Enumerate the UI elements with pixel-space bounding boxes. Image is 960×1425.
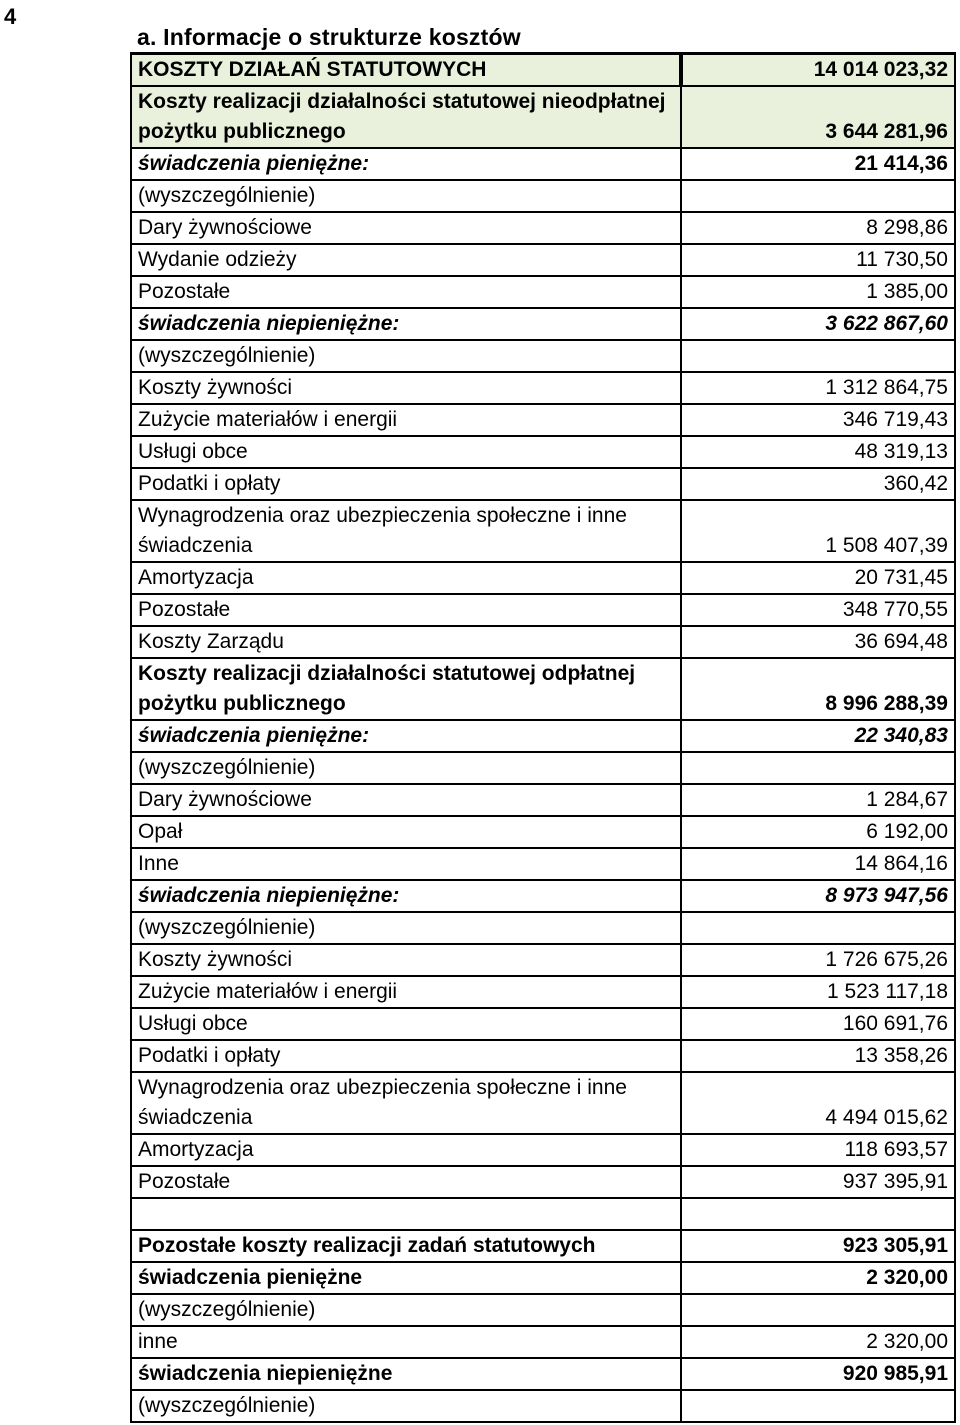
table-row	[131, 880, 955, 912]
row-label: Inne	[131, 848, 681, 880]
page-number: 4	[4, 4, 17, 29]
row-value: 3 644 281,96	[681, 86, 955, 148]
row-value: 118 693,57	[681, 1134, 955, 1166]
row-label: świadczenia pieniężne	[131, 1262, 681, 1294]
row-value: 160 691,76	[681, 1008, 955, 1040]
table-row	[131, 1390, 955, 1422]
row-value: 3 622 867,60	[681, 308, 955, 340]
row-value: 20 731,45	[681, 562, 955, 594]
row-value: 937 395,91	[681, 1166, 955, 1198]
row-label: Koszty żywności	[131, 944, 681, 976]
row-label: (wyszczególnienie)	[131, 1294, 681, 1326]
row-label: Usługi obce	[131, 1008, 681, 1040]
row-label: Usługi obce	[131, 436, 681, 468]
table-row	[131, 1294, 955, 1326]
row-label: Zużycie materiałów i energii	[131, 976, 681, 1008]
table-row	[131, 404, 955, 436]
row-value	[681, 912, 955, 944]
cost-structure-table	[130, 52, 956, 1423]
row-label: Podatki i opłaty	[131, 468, 681, 500]
table-row	[131, 54, 955, 87]
table-row	[131, 848, 955, 880]
row-label: Pozostałe	[131, 594, 681, 626]
row-value: 8 298,86	[681, 212, 955, 244]
row-label: Wynagrodzenia oraz ubezpieczenia społeczne i inne świadczenia	[131, 500, 681, 562]
row-label: (wyszczególnienie)	[131, 180, 681, 212]
row-value: 36 694,48	[681, 626, 955, 658]
row-value: 346 719,43	[681, 404, 955, 436]
table-row	[131, 436, 955, 468]
table-row	[131, 1072, 955, 1134]
table-row	[131, 180, 955, 212]
table-row	[131, 1134, 955, 1166]
row-label: Koszty realizacji działalności statutowej odpłatnej pożytku publicznego	[131, 658, 681, 720]
row-value	[681, 1294, 955, 1326]
row-value: 348 770,55	[681, 594, 955, 626]
row-label: Koszty żywności	[131, 372, 681, 404]
row-value: 1 508 407,39	[681, 500, 955, 562]
table-row	[131, 212, 955, 244]
row-value: 13 358,26	[681, 1040, 955, 1072]
row-label: inne	[131, 1326, 681, 1358]
row-value: 14 864,16	[681, 848, 955, 880]
row-label: Amortyzacja	[131, 1134, 681, 1166]
table-row	[131, 944, 955, 976]
row-label: Opał	[131, 816, 681, 848]
row-value: 1 523 117,18	[681, 976, 955, 1008]
table-row	[131, 372, 955, 404]
row-label: Dary żywnościowe	[131, 784, 681, 816]
table-row	[131, 340, 955, 372]
row-value: 360,42	[681, 468, 955, 500]
row-label: Wynagrodzenia oraz ubezpieczenia społeczne i inne świadczenia	[131, 1072, 681, 1134]
row-label: świadczenia niepieniężne	[131, 1358, 681, 1390]
row-label: (wyszczególnienie)	[131, 752, 681, 784]
row-value: 21 414,36	[681, 148, 955, 180]
row-value: 1 385,00	[681, 276, 955, 308]
row-value: 1 312 864,75	[681, 372, 955, 404]
table-row	[131, 148, 955, 180]
table-row	[131, 500, 955, 562]
row-value: 22 340,83	[681, 720, 955, 752]
table-row	[131, 976, 955, 1008]
table-spacer-row	[131, 1198, 955, 1230]
table-row	[131, 816, 955, 848]
row-label: świadczenia niepieniężne:	[131, 308, 681, 340]
table-row	[131, 784, 955, 816]
row-label: świadczenia pieniężne:	[131, 148, 681, 180]
row-value: 48 319,13	[681, 436, 955, 468]
row-label: Dary żywnościowe	[131, 212, 681, 244]
row-value: 4 494 015,62	[681, 1072, 955, 1134]
table-row	[131, 562, 955, 594]
row-label: Koszty realizacji działalności statutowej nieodpłatnej pożytku publicznego	[131, 86, 681, 148]
table-row	[131, 1166, 955, 1198]
row-label: (wyszczególnienie)	[131, 340, 681, 372]
table-row	[131, 752, 955, 784]
table-row	[131, 626, 955, 658]
section-title: a. Informacje o strukturze kosztów	[137, 24, 521, 50]
row-value: 11 730,50	[681, 244, 955, 276]
row-label: KOSZTY DZIAŁAŃ STATUTOWYCH	[131, 54, 681, 87]
table-row	[131, 468, 955, 500]
table-row	[131, 594, 955, 626]
row-value: 1 726 675,26	[681, 944, 955, 976]
row-value	[681, 1390, 955, 1422]
row-value: 2 320,00	[681, 1262, 955, 1294]
row-label: Amortyzacja	[131, 562, 681, 594]
table-row	[131, 1262, 955, 1294]
row-value: 14 014 023,32	[681, 54, 955, 87]
table-row	[131, 1326, 955, 1358]
table-row	[131, 658, 955, 720]
table-row	[131, 720, 955, 752]
row-value: 8 996 288,39	[681, 658, 955, 720]
row-label: Koszty Zarządu	[131, 626, 681, 658]
table-row	[131, 1358, 955, 1390]
row-label: świadczenia niepieniężne:	[131, 880, 681, 912]
row-label: Pozostałe koszty realizacji zadań statutowych	[131, 1230, 681, 1262]
row-label: (wyszczególnienie)	[131, 1390, 681, 1422]
table-row	[131, 276, 955, 308]
row-value	[681, 180, 955, 212]
table-row	[131, 86, 955, 148]
row-value: 923 305,91	[681, 1230, 955, 1262]
row-label: (wyszczególnienie)	[131, 912, 681, 944]
row-label: Wydanie odzieży	[131, 244, 681, 276]
row-value	[681, 340, 955, 372]
row-label: Podatki i opłaty	[131, 1040, 681, 1072]
row-label: Pozostałe	[131, 276, 681, 308]
table-row	[131, 912, 955, 944]
row-value: 6 192,00	[681, 816, 955, 848]
row-value: 920 985,91	[681, 1358, 955, 1390]
table-row	[131, 1040, 955, 1072]
row-value: 2 320,00	[681, 1326, 955, 1358]
row-label: Zużycie materiałów i energii	[131, 404, 681, 436]
table-row	[131, 1008, 955, 1040]
row-label: świadczenia pieniężne:	[131, 720, 681, 752]
table-row	[131, 244, 955, 276]
row-value: 8 973 947,56	[681, 880, 955, 912]
row-value	[681, 752, 955, 784]
table-row	[131, 1230, 955, 1262]
row-label: Pozostałe	[131, 1166, 681, 1198]
table-row	[131, 308, 955, 340]
row-value: 1 284,67	[681, 784, 955, 816]
